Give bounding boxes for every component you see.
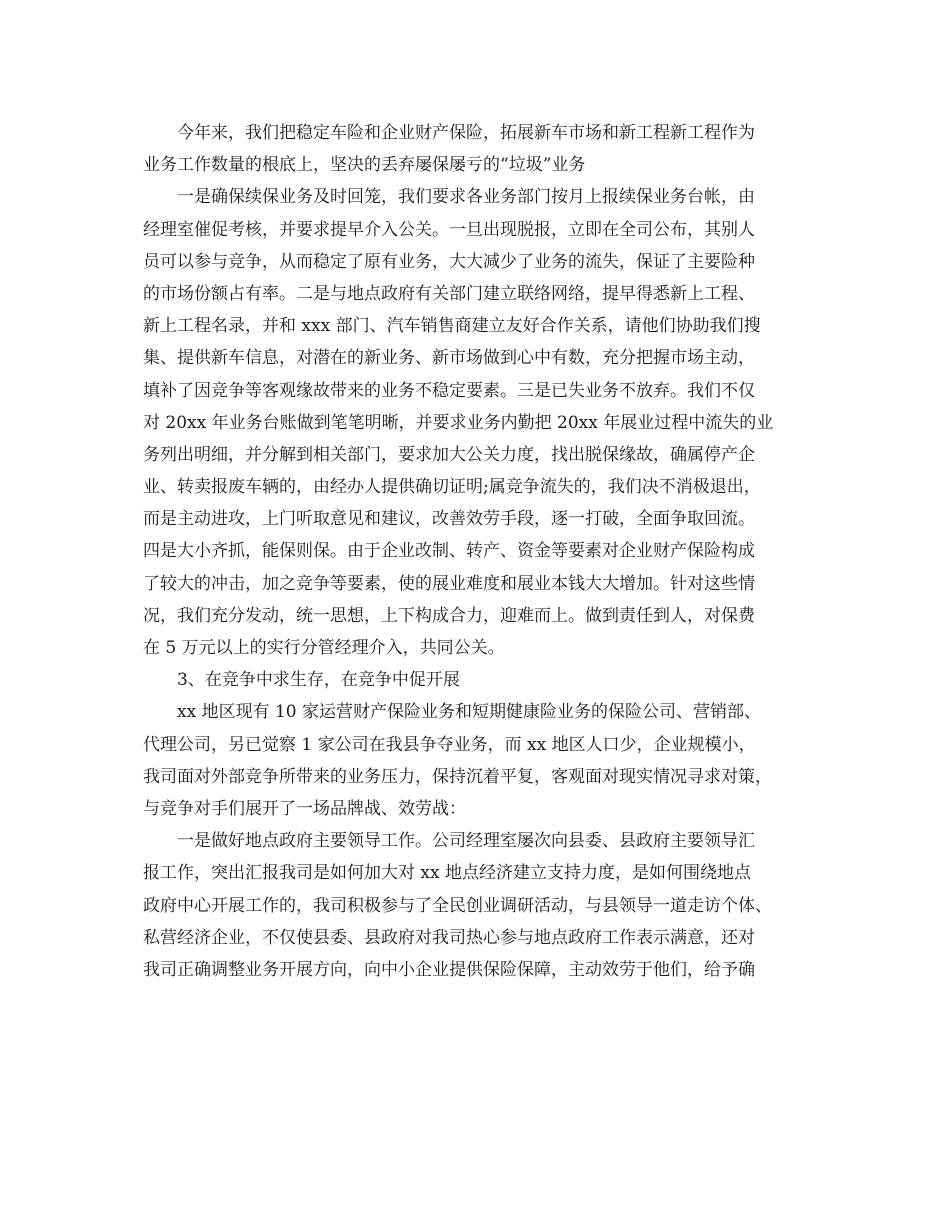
text-line: 今年来，我们把稳定车险和企业财产保险，拓展新车市场和新工程新工程作为 — [177, 123, 755, 143]
text-line: 四是大小齐抓，能保则保。由于企业改制、转产、资金等要素对企业财产保险构成 — [143, 541, 755, 562]
text-line: 一是做好地点政府主要领导工作。公司经理室屡次向县委、县政府主要领导汇 — [177, 831, 755, 852]
text-line: 经理室催促考核，并要求提早介入公关。一旦出现脱报，立即在全司公布，其别人 — [143, 219, 755, 240]
text-line: 在 5 万元以上的实行分管经理介入，共同公关。 — [143, 638, 505, 658]
text-line: 了较大的冲击，加之竞争等要素，使的展业难度和展业本钱大大增加。针对这些情 — [143, 573, 755, 594]
text-line: 业、转卖报废车辆的，由经办人提供确切证明;属竞争流失的，我们决不消极退出， — [143, 477, 761, 498]
text-line: 而是主动进攻，上门听取意见和建议，改善效劳手段，逐一打破，全面争取回流。 — [143, 509, 755, 530]
text-line: 新上工程名录，并和 xxx 部门、汽车销售商建立友好合作关系，请他们协助我们搜 — [143, 316, 761, 337]
text-line: 代理公司，另已觉察 1 家公司在我县争夺业务，而 xx 地区人口少，企业规模小， — [143, 734, 756, 755]
text-line: 员可以参与竞争，从而稳定了原有业务，大大减少了业务的流失，保证了主要险种 — [143, 251, 755, 272]
text-line: 私营经济企业，不仅使县委、县政府对我司热心参与地点政府工作表示满意，还对 — [143, 927, 755, 948]
text-line: 我司正确调整业务开展方向，向中小企业提供保险保障，主动效劳于他们，给予确 — [143, 959, 755, 980]
text-line: 与竞争对手们展开了一场品牌战、效劳战： — [143, 798, 466, 819]
document-body — [143, 117, 811, 986]
text-line: 一是确保续保业务及时回笼，我们要求各业务部门按月上报续保业务台帐，由 — [177, 187, 755, 208]
text-line: 我司面对外部竞争所带来的业务压力，保持沉着平复，客观面对现实情况寻求对策， — [143, 766, 772, 787]
text-line: 业务工作数量的根底上，坚决的丢弃屡保屡亏的“垃圾”业务 — [143, 155, 586, 176]
text-line: xx 地区现有 10 家运营财产保险业务和短期健康险业务的保险公司、营销部、 — [177, 702, 762, 723]
text-line: 填补了因竞争等客观缘故带来的业务不稳定要素。三是已失业务不放弃。我们不仅 — [143, 380, 755, 401]
text-line: 政府中心开展工作的，我司积极参与了全民创业调研活动，与县领导一道走访个体、 — [143, 895, 772, 916]
text-line: 的市场份额占有率。二是与地点政府有关部门建立联络网络，提早得悉新上工程、 — [143, 283, 755, 304]
text-line: 务列出明细，并分解到相关部门，要求加大公关力度，找出脱保缘故，确属停产企 — [143, 444, 755, 465]
text-line: 3、在竞争中求生存，在竞争中促开展 — [177, 670, 460, 691]
text-line: 对 20xx 年业务台账做到笔笔明晰，并要求业务内勤把 20xx 年展业过程中流失的业 — [143, 412, 774, 433]
text-line: 报工作，突出汇报我司是如何加大对 xx 地点经济建立支持力度，是如何围绕地点 — [143, 863, 751, 884]
text-line: 集、提供新车信息，对潜在的新业务、新市场做到心中有数，充分把握市场主动， — [143, 348, 755, 369]
text-line: 况，我们充分发动，统一思想，上下构成合力，迎难而上。做到责任到人，对保费 — [143, 605, 755, 626]
